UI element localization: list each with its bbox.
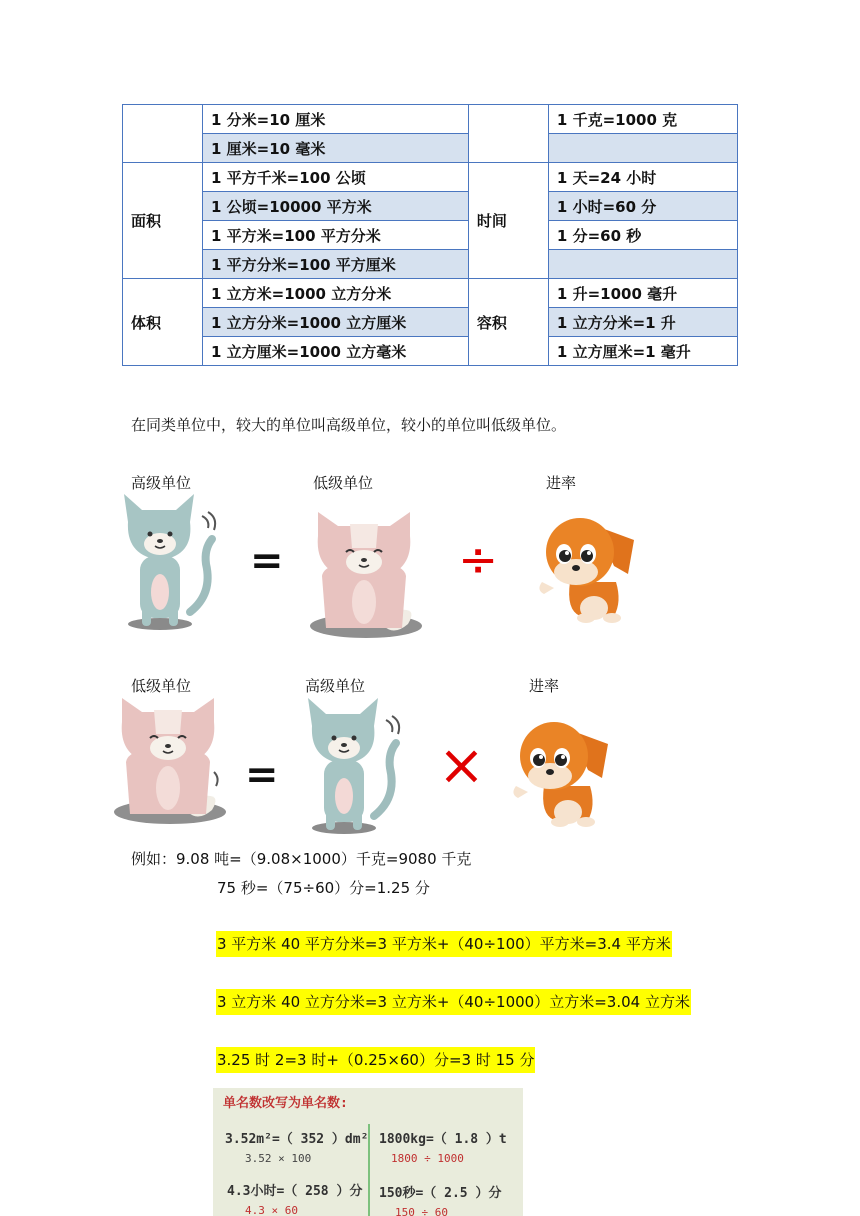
intro-paragraph: 在同类单位中，较大的单位叫高级单位，较小的单位叫低级单位。 <box>131 416 567 434</box>
conversion-cell <box>548 134 737 163</box>
table-row <box>123 163 738 192</box>
conversion-cell: 1 立方米=1000 立方分米 <box>203 279 469 308</box>
conversion-cell: 1 天=24 小时 <box>548 163 737 192</box>
category-cell: 面积 <box>123 163 203 279</box>
label-higher-unit: 高级单位 <box>131 474 192 492</box>
photo-item-work: 1800 ÷ 1000 <box>391 1152 464 1165</box>
conversion-cell: 1 厘米=10 毫米 <box>203 134 469 163</box>
photo-item-work: 4.3 × 60 <box>245 1204 298 1216</box>
label-higher-unit-2: 高级单位 <box>305 677 366 695</box>
example-line-2: 75 秒=（75÷60）分=1.25 分 <box>217 879 430 897</box>
conversion-cell: 1 千克=1000 克 <box>548 105 737 134</box>
photo-item: 1800kg=（ 1.8 ）t <box>379 1132 507 1147</box>
table-row <box>123 105 738 134</box>
highlighted-example-1: 3 平方米 40 平方分米=3 平方米+（40÷100）平方米=3.4 平方米 <box>216 931 672 957</box>
blue-cat-icon <box>118 494 218 634</box>
conversion-cell: 1 分米=10 厘米 <box>203 105 469 134</box>
table-row <box>123 134 738 163</box>
category-cell: 时间 <box>468 163 548 279</box>
multiply-sign: × <box>438 733 485 798</box>
conversion-cell: 1 分=60 秒 <box>548 221 737 250</box>
orange-puppy-icon <box>536 512 638 624</box>
equals-sign: = <box>245 752 279 798</box>
category-cell <box>468 105 548 163</box>
unit-table <box>122 104 738 366</box>
conversion-cell: 1 平方米=100 平方分米 <box>203 221 469 250</box>
conversion-cell: 1 立方厘米=1 毫升 <box>548 337 737 366</box>
table-row <box>123 192 738 221</box>
label-lower-unit: 低级单位 <box>313 474 374 492</box>
photo-item-work: 150 ÷ 60 <box>395 1206 448 1216</box>
conversion-cell: 1 立方厘米=1000 立方毫米 <box>203 337 469 366</box>
photo-item: 4.3小时=（ 258 ）分 <box>227 1184 363 1199</box>
pink-cat-icon <box>304 508 428 642</box>
label-rate: 进率 <box>546 474 577 492</box>
worksheet-photo <box>213 1088 523 1216</box>
conversion-cell: 1 立方分米=1000 立方厘米 <box>203 308 469 337</box>
divide-sign: ÷ <box>458 532 499 588</box>
table-row <box>123 337 738 366</box>
pink-cat-icon <box>108 694 232 828</box>
conversion-cell: 1 升=1000 毫升 <box>548 279 737 308</box>
label-rate-2: 进率 <box>529 677 560 695</box>
table-row <box>123 250 738 279</box>
photo-item: 3.52m²=（ 352 ）dm² <box>225 1132 369 1147</box>
table-row <box>123 221 738 250</box>
conversion-cell: 1 平方分米=100 平方厘米 <box>203 250 469 279</box>
photo-title: 单名数改写为单名数: <box>223 1096 348 1111</box>
blue-cat-icon <box>302 698 402 838</box>
conversion-cell: 1 立方分米=1 升 <box>548 308 737 337</box>
conversion-cell: 1 公顷=10000 平方米 <box>203 192 469 221</box>
category-cell: 体积 <box>123 279 203 366</box>
category-cell: 容积 <box>468 279 548 366</box>
table-row <box>123 279 738 308</box>
highlighted-example-2: 3 立方米 40 立方分米=3 立方米+（40÷1000）立方米=3.04 立方米 <box>216 989 691 1015</box>
table-row <box>123 308 738 337</box>
highlighted-example-3: 3.25 时 2=3 时+（0.25×60）分=3 时 15 分 <box>216 1047 535 1073</box>
photo-item-work: 3.52 × 100 <box>245 1152 312 1165</box>
category-cell <box>123 105 203 163</box>
equals-sign: = <box>250 538 284 584</box>
conversion-cell: 1 平方千米=100 公顷 <box>203 163 469 192</box>
conversion-cell <box>548 250 737 279</box>
photo-item: 150秒=（ 2.5 ）分 <box>379 1186 502 1201</box>
example-line-1: 例如：9.08 吨=（9.08×1000）千克=9080 千克 <box>131 850 472 868</box>
label-lower-unit-2: 低级单位 <box>131 677 192 695</box>
conversion-cell: 1 小时=60 分 <box>548 192 737 221</box>
orange-puppy-icon <box>510 716 612 828</box>
